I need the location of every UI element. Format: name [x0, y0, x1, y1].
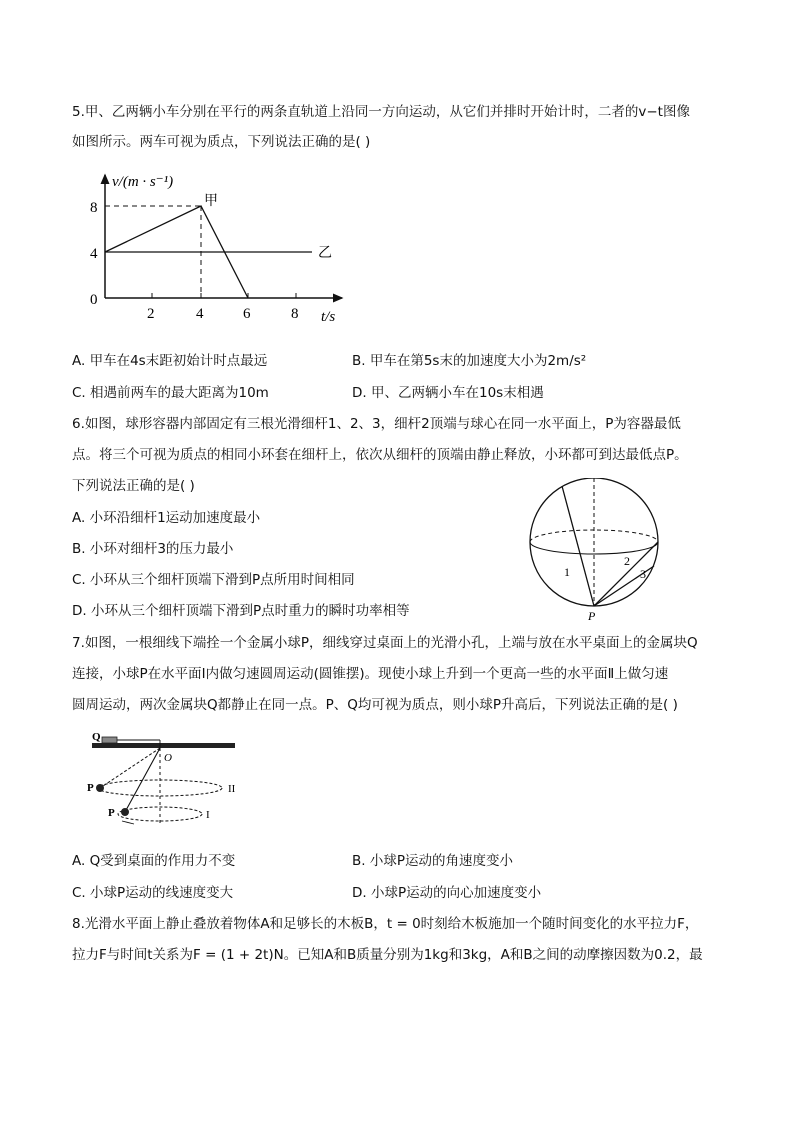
q7-option-a: A. Q受到桌面的作用力不变: [72, 853, 236, 869]
y-tick-4: 4: [90, 246, 98, 262]
q5-stem-line1: 5.甲、乙两辆小车分别在平行的两条直轨道上沿同一方向运动，从它们并排时开始计时，二者的v−t图像: [72, 104, 690, 120]
x-tick-8: 8: [291, 306, 299, 322]
x-tick-4: 4: [196, 306, 204, 322]
label-yi: 乙: [318, 246, 332, 261]
label-p-lower: P: [108, 807, 115, 819]
label-p-upper: P: [87, 782, 94, 794]
rod-2-label: 2: [624, 554, 630, 568]
q5-option-a: A. 甲车在4s末距初始计时点最远: [72, 353, 268, 369]
q7-stem-line3: 圆周运动，两次金属块Q都静止在同一点。P、Q均可视为质点，则小球P升高后，下列说法正确的是( ): [72, 697, 678, 713]
label-i: I: [206, 809, 210, 821]
label-ii: II: [228, 783, 236, 795]
string-upper: [100, 748, 160, 788]
label-jia: 甲: [204, 194, 218, 209]
rod-1-label: 1: [564, 565, 570, 579]
ball-lower: [121, 808, 129, 816]
x-axis-label: t/s: [321, 309, 336, 325]
y-tick-0: 0: [90, 292, 98, 308]
q8-stem-line2: 拉力F与时间t关系为F = (1 + 2t)N。已知A和B质量分别为1kg和3kg，A和B之间的动摩擦因数为0.2，最: [72, 947, 703, 963]
orbit-ii: [98, 780, 222, 796]
q6-stem-line1: 6.如图，球形容器内部固定有三根光滑细杆1、2、3，细杆2顶端与球心在同一水平面上，P为容器最低: [72, 416, 681, 432]
q6-stem-line2: 点。将三个可视为质点的相同小环套在细杆上，依次从细杆的顶端由静止释放，小环都可到达最低点P。: [72, 447, 688, 463]
q6-option-a: A. 小环沿细杆1运动加速度最小: [72, 510, 261, 526]
block-q: [102, 737, 117, 743]
q5-option-c: C. 相遇前两车的最大距离为10m: [72, 385, 269, 401]
q5-vt-graph: [80, 165, 350, 330]
y-axis-label: v/(m · s⁻¹): [112, 174, 174, 190]
q7-option-b: B. 小球P运动的角速度变小: [352, 853, 513, 869]
rod-2: [594, 542, 658, 606]
q5-stem-line2: 如图所示。两车可视为质点，下列说法正确的是( ): [72, 134, 371, 150]
rod-1: [562, 486, 594, 606]
q6-option-c: C. 小环从三个细杆顶端下滑到P点所用时间相同: [72, 572, 355, 588]
string-lower: [125, 748, 160, 812]
x-tick-6: 6: [243, 306, 251, 322]
q7-stem-line1: 7.如图，一根细线下端拴一个金属小球P，细线穿过桌面上的光滑小孔，上端与放在水平桌面上的金属块Q: [72, 635, 698, 651]
q6-option-d: D. 小环从三个细杆顶端下滑到P点时重力的瞬时功率相等: [72, 603, 410, 619]
q7-conical-pendulum-figure: [82, 728, 252, 828]
x-tick-2: 2: [147, 306, 155, 322]
y-tick-8: 8: [90, 200, 98, 216]
q7-option-d: D. 小球P运动的向心加速度变小: [352, 885, 542, 901]
label-q: Q: [92, 731, 101, 743]
ball-upper: [96, 784, 104, 792]
q6-sphere-figure: [522, 478, 672, 626]
label-o: O: [164, 752, 172, 764]
point-p-label: P: [588, 609, 596, 623]
rod-3-label: 3: [640, 567, 646, 581]
q7-stem-line2: 连接，小球P在水平面Ⅰ内做匀速圆周运动(圆锥摆)。现使小球上升到一个更高一些的水平面Ⅱ上做匀速: [72, 666, 669, 682]
q6-stem-line3: 下列说法正确的是( ): [72, 478, 195, 494]
q8-stem-line1: 8.光滑水平面上静止叠放着物体A和足够长的木板B，t = 0时刻给木板施加一个随时间变化的水平拉力F，: [72, 916, 699, 932]
q6-option-b: B. 小环对细杆3的压力最小: [72, 541, 234, 557]
q5-option-d: D. 甲、乙两辆小车在10s末相遇: [352, 385, 544, 401]
table-top: [92, 743, 235, 748]
q5-option-b: B. 甲车在第5s末的加速度大小为2m/s²: [352, 353, 587, 369]
q7-option-c: C. 小球P运动的线速度变大: [72, 885, 234, 901]
